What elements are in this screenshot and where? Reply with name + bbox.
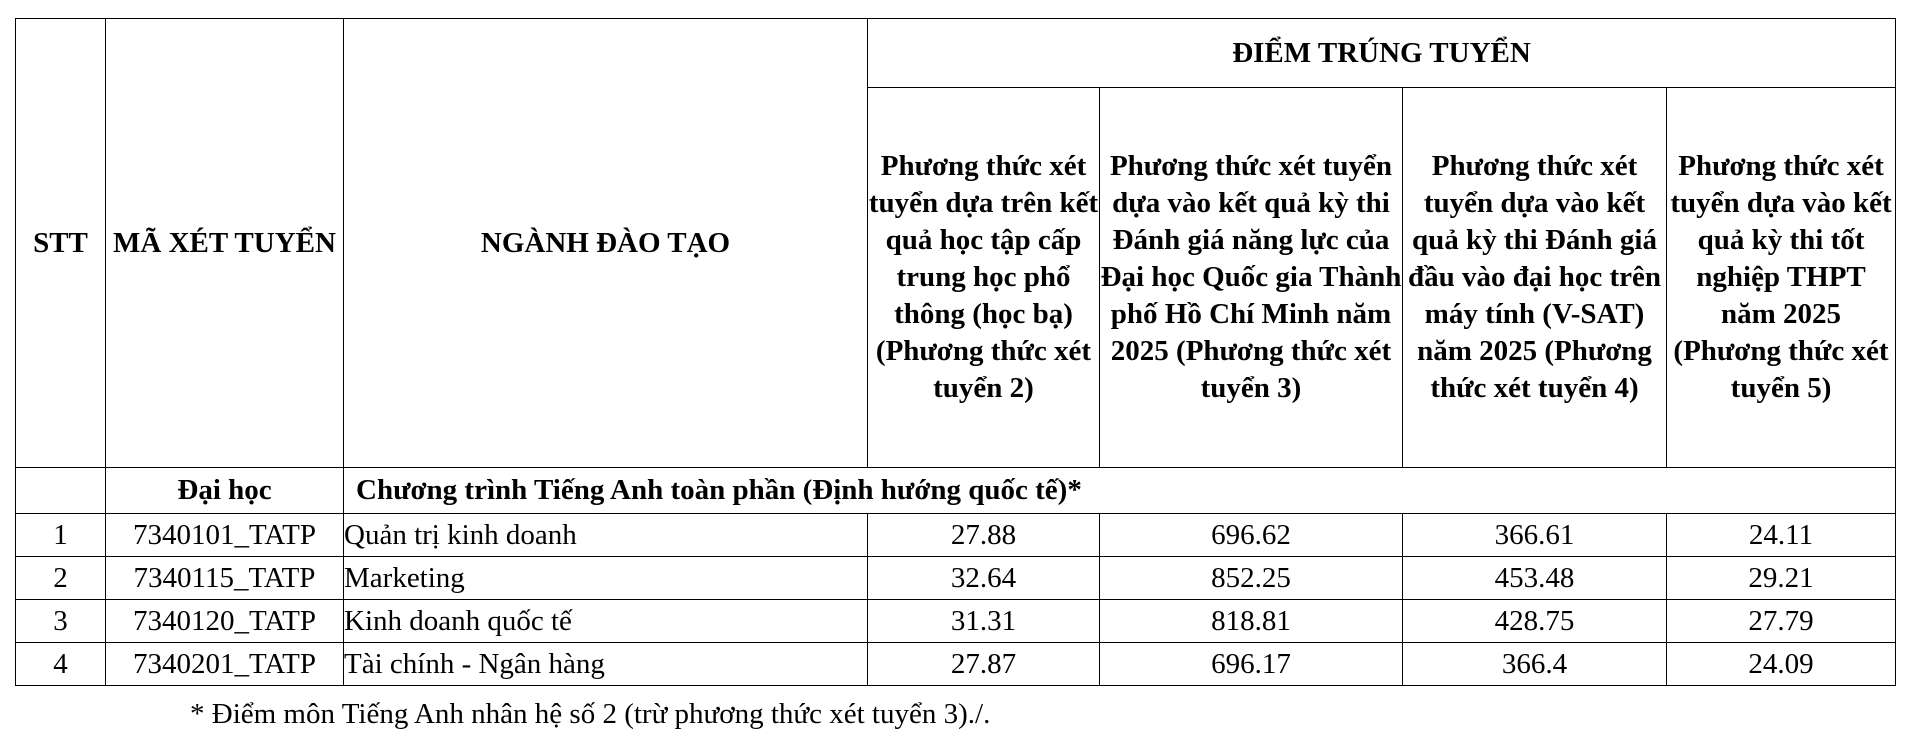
table-row <box>16 643 1896 686</box>
cell-score-method-3: 852.25 <box>1100 557 1403 600</box>
table-row <box>16 557 1896 600</box>
cell-score-method-4: 428.75 <box>1403 600 1667 643</box>
header-stt: STT <box>16 19 106 468</box>
header-nganh-dao-tao: NGÀNH ĐÀO TẠO <box>344 19 868 468</box>
header-method-2: Phương thức xét tuyển dựa trên kết quả học tập cấp trung học phổ thông (học bạ) (Phương thức xét tuyển 2) <box>868 88 1100 468</box>
cell-major: Quản trị kinh doanh <box>344 514 868 557</box>
cell-code: 7340115_TATP <box>106 557 344 600</box>
header-ma-xet-tuyen: MÃ XÉT TUYỂN <box>106 19 344 468</box>
footnote: * Điểm môn Tiếng Anh nhân hệ số 2 (trừ phương thức xét tuyển 3)./. <box>190 698 991 730</box>
header-method-4: Phương thức xét tuyển dựa vào kết quả kỳ thi Đánh giá đầu vào đại học trên máy tính (V-SAT) năm 2025 (Phương thức xét tuyển 4) <box>1403 88 1667 468</box>
cell-stt: 2 <box>16 557 106 600</box>
cell-score-method-5: 29.21 <box>1667 557 1896 600</box>
header-method-5: Phương thức xét tuyển dựa vào kết quả kỳ thi tốt nghiệp THPT năm 2025 (Phương thức xét tuyển 5) <box>1667 88 1896 468</box>
cell-major: Tài chính - Ngân hàng <box>344 643 868 686</box>
cell-major: Marketing <box>344 557 868 600</box>
cell-score-method-5: 27.79 <box>1667 600 1896 643</box>
cell-score-method-5: 24.09 <box>1667 643 1896 686</box>
cell-score-method-4: 453.48 <box>1403 557 1667 600</box>
section-level: Đại học <box>106 468 344 514</box>
section-program: Chương trình Tiếng Anh toàn phần (Định hướng quốc tế)* <box>344 468 1896 514</box>
cell-stt: 1 <box>16 514 106 557</box>
cell-score-method-4: 366.61 <box>1403 514 1667 557</box>
cell-score-method-3: 818.81 <box>1100 600 1403 643</box>
table-row <box>16 514 1896 557</box>
table-row <box>16 600 1896 643</box>
cell-score-method-3: 696.62 <box>1100 514 1403 557</box>
cell-score-method-5: 24.11 <box>1667 514 1896 557</box>
cell-score-method-2: 32.64 <box>868 557 1100 600</box>
header-method-3: Phương thức xét tuyển dựa vào kết quả kỳ thi Đánh giá năng lực của Đại học Quốc gia Thành phố Hồ Chí Minh năm 2025 (Phương thức xét tuyển 3) <box>1100 88 1403 468</box>
section-row <box>16 468 1896 514</box>
cell-code: 7340120_TATP <box>106 600 344 643</box>
cell-major: Kinh doanh quốc tế <box>344 600 868 643</box>
header-diem-trung-tuyen: ĐIỂM TRÚNG TUYỂN <box>868 19 1896 88</box>
cell-score-method-2: 27.87 <box>868 643 1100 686</box>
cell-stt: 4 <box>16 643 106 686</box>
admission-scores-table <box>15 18 1896 686</box>
cell-code: 7340101_TATP <box>106 514 344 557</box>
cell-score-method-2: 31.31 <box>868 600 1100 643</box>
cell-stt: 3 <box>16 600 106 643</box>
section-empty-cell <box>16 468 106 514</box>
cell-score-method-4: 366.4 <box>1403 643 1667 686</box>
cell-score-method-2: 27.88 <box>868 514 1100 557</box>
cell-code: 7340201_TATP <box>106 643 344 686</box>
cell-score-method-3: 696.17 <box>1100 643 1403 686</box>
